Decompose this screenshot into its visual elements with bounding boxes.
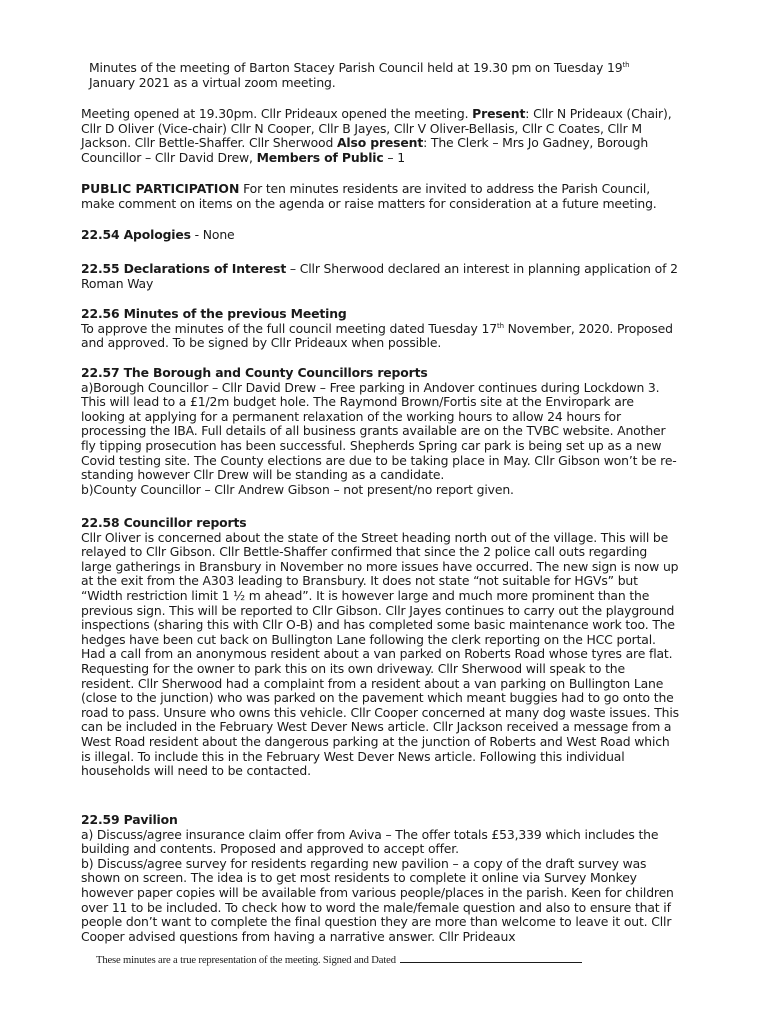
present-label: Present xyxy=(472,106,526,121)
apologies-section: 22.54 Apologies - None xyxy=(81,227,235,242)
apologies-heading: 22.54 Apologies xyxy=(81,227,191,242)
councillor-reports-text: Cllr Oliver is concerned about the state of the Street heading north out of the village. This will be relayed to Cllr Gibson. Cllr Bettle-Shaffer confirmed that since the 2 police call outs regarding large gatherings in Bransbury in November no more issues have occurred. The new sign is now up at the exit from the A303 leading to Bransbury. It does not state “not suitable for HGVs” but “Width restriction limit 1 ½ m ahead”. It is however large and much more prominent than the previous sign. This will be reported to Cllr Gibson. Cllr Jayes continues to carry out the playground inspections (sharing this with Cllr O-B) and has completed some basic maintenance work too. The hedges have been cut back on Bullington Lane following the clerk reporting on the HCC portal. Had a call from an anonymous resident about a van parked on Roberts Road whose tyres are flat. Requesting for the owner to park this on its own driveway. Cllr Sherwood will speak to the resident. Cllr Sherwood had a complaint from a resident about a van parking on Bullington Lane (close to the junction) who was parked on the pavement which meant buggies had to go onto the road to pass. Unsure who owns this vehicle. Cllr Cooper concerned at many dog waste issues. This can be included in the February West Dever News article. Cllr Jackson received a message from a West Road resident about the dangerous parking at the junction of Roberts and West Road which is illegal. To include this in the February West Dever News article. Following this individual households will need to be contacted. xyxy=(81,529,679,779)
councillor-reports-section xyxy=(81,516,681,779)
public-participation: PUBLIC PARTICIPATION For ten minutes residents are invited to address the Parish Council, make comment on items on the agenda or raise matters for consideration at a future meeting. xyxy=(81,181,657,211)
intro-text-end: January 2021 as a virtual zoom meeting. xyxy=(89,74,336,90)
footer-text: These minutes are a true representation of the meeting. Signed and Dated xyxy=(96,955,399,966)
intro-superscript: th xyxy=(622,60,630,69)
meeting-opening: Meeting opened at 19.30pm. Cllr Prideaux opened the meeting. Present: Cllr N Prideaux (Chair), Cllr D Oliver (Vice-chair) Cllr N Cooper, Cllr B Jayes, Cllr V Oliver-Bellasis, Cllr C Coates, Cllr M Jackson. Cllr Bettle-Shaffer. Cllr Sherwood Also present: The Clerk – Mrs Jo Gadney, Borough Councillor – Cllr David Drew, Members of Public – 1 xyxy=(81,106,672,165)
pavilion-section xyxy=(81,813,681,944)
pavilion-item-b: b) Discuss/agree survey for residents regarding new pavilion – a copy of the draft survey was shown on screen. The idea is to get most residents to complete it online via Survey Monkey however paper copies will be available from various people/places in the parish. Keen for children over 11 to be included. To check how to word the male/female question and also to ensure that if people don’t want to complete the final question they are more than welcome to leave it out. Cllr Cooper advised questions from having a narrative answer. Cllr Prideaux xyxy=(81,855,674,944)
page-footer xyxy=(96,953,656,967)
meeting-intro xyxy=(89,61,669,90)
also-present-label: Also present xyxy=(336,135,424,151)
borough-councillor-report: a)Borough Councillor – Cllr David Drew – Free parking in Andover continues during Lockdown 3. This will lead to a £1/2m budget hole. The Raymond Brown/Fortis site at the Enviropark are looking at applying for a permanent relaxation of the working hours to allow 24 hours for processing the IBA. Full details of all business grants available are on the TVBC website. Another fly tipping prosecution has been successful. Shepherds Spring car park is being set up as a new Covid testing site. The County elections are due to be taking place in May. Cllr Gibson won’t be re-standing however Cllr Drew will be standing as a candidate. xyxy=(81,379,677,483)
minutes-heading: 22.56 Minutes of the previous Meeting xyxy=(81,306,347,321)
pavilion-heading: 22.59 Pavilion xyxy=(81,812,178,827)
councillor-reports-heading: 22.58 Councillor reports xyxy=(81,515,247,530)
reports-heading: 22.57 The Borough and County Councillors reports xyxy=(81,365,428,380)
declarations-heading: 22.55 Declarations of Interest xyxy=(81,261,287,276)
intro-text: Minutes of the meeting of Barton Stacey Parish Council held at 19.30 pm on Tuesday 19 xyxy=(89,60,623,75)
councillors-reports-section xyxy=(81,366,681,497)
public-participation-heading: PUBLIC PARTICIPATION xyxy=(81,181,240,196)
declarations-section: 22.55 Declarations of Interest – Cllr Sherwood declared an interest in planning application of 2 Roman Way xyxy=(81,261,678,291)
county-councillor-report: b)County Councillor – Cllr Andrew Gibson – not present/no report given. xyxy=(81,481,514,497)
pavilion-item-a: a) Discuss/agree insurance claim offer from Aviva – The offer totals £53,339 which includes the building and contents. Proposed and approved to accept offer. xyxy=(81,826,659,857)
signature-line xyxy=(400,953,582,963)
minutes-text: To approve the minutes of the full council meeting dated Tuesday 17th November, 2020. Proposed and approved. To be signed by Cllr Prideaux when possible. xyxy=(81,320,673,351)
minutes-section xyxy=(81,307,681,351)
members-of-public-label: Members of Public xyxy=(256,149,384,165)
